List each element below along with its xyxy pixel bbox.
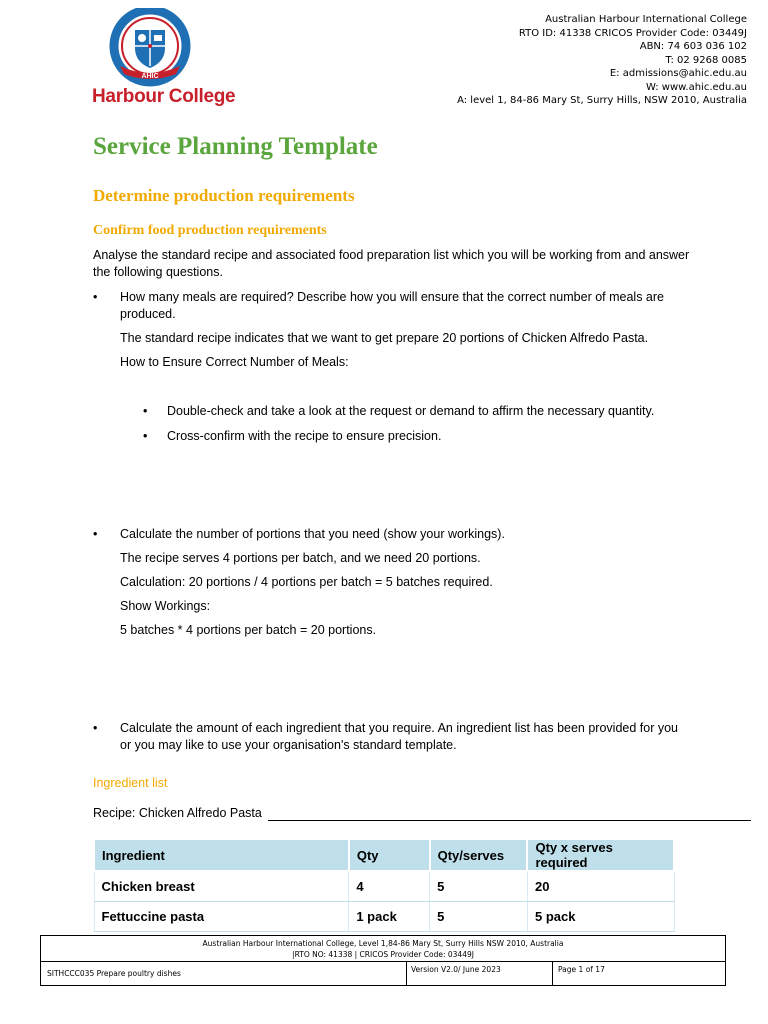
contact-info xyxy=(457,13,747,108)
bullet-icon: • xyxy=(93,527,98,541)
table-row xyxy=(94,901,674,931)
contact-line[interactable]: W: www.ahic.edu.au xyxy=(645,81,747,93)
contact-line: Australian Harbour International College xyxy=(545,14,747,25)
question-text: Calculate the amount of each ingredient that you require. An ingredient list has been provided for you or you may like to use your organisation's standard template. xyxy=(120,721,678,752)
column-header: Qty x serves required xyxy=(527,839,674,871)
table-cell: 4 xyxy=(349,871,430,901)
ingredient-table xyxy=(93,838,675,932)
subsection-heading: Confirm food production requirements xyxy=(93,223,327,238)
table-cell: 5 xyxy=(430,901,528,931)
table-header-row xyxy=(94,839,674,871)
answer-line: Show Workings: xyxy=(120,599,211,613)
contact-line: RTO ID: 41338 CRICOS Provider Code: 03449J xyxy=(518,27,747,39)
logo-badge: AHIC xyxy=(141,73,159,80)
bullet-icon: • xyxy=(143,404,148,418)
table-cell: 1 pack xyxy=(349,901,430,931)
bullet-icon: • xyxy=(93,290,98,304)
table-row xyxy=(94,871,674,901)
question-text: How many meals are required? Describe how you will ensure that the correct number of meals are produced. xyxy=(120,290,664,321)
recipe-underline xyxy=(268,820,751,821)
question-text: Calculate the number of portions that you need (show your workings). xyxy=(120,527,505,541)
sub-bullet-text: Cross-confirm with the recipe to ensure precision. xyxy=(167,429,442,443)
college-crest-icon xyxy=(108,8,192,88)
table-cell: 5 pack xyxy=(527,901,674,931)
footer-address xyxy=(41,936,725,962)
footer-version: Version V2.0/ June 2023 xyxy=(406,962,553,986)
footer-unit: SITHCCC035 Prepare poultry dishes xyxy=(47,969,181,978)
table-cell: Fettuccine pasta xyxy=(94,901,349,931)
answer-line: Calculation: 20 portions / 4 portions per batch = 5 batches required. xyxy=(120,575,493,589)
page-title: Service Planning Template xyxy=(93,133,378,160)
contact-line[interactable]: E: admissions@ahic.edu.au xyxy=(609,68,747,79)
answer-line: 5 batches * 4 portions per batch = 20 portions. xyxy=(120,623,377,637)
table-cell: 5 xyxy=(430,871,528,901)
bullet-icon: • xyxy=(143,429,148,443)
answer-line: How to Ensure Correct Number of Meals: xyxy=(120,355,349,369)
footer-line: Australian Harbour International College, Level 1,84-86 Mary St, Surry Hills NSW 2010, Australia xyxy=(202,939,564,948)
footer-line: |RTO NO: 41338 | CRICOS Provider Code: 03449J xyxy=(292,950,474,959)
bullet-icon: • xyxy=(93,721,98,735)
footer-meta xyxy=(41,962,725,986)
column-header: Ingredient xyxy=(94,839,349,871)
logo-name: Harbour College xyxy=(92,86,236,107)
contact-line: A: level 1, 84-86 Mary St, Surry Hills, NSW 2010, Australia xyxy=(457,95,747,106)
college-logo xyxy=(92,8,236,108)
column-header: Qty xyxy=(349,839,430,871)
sub-bullet-text: Double-check and take a look at the request or demand to affirm the necessary quantity. xyxy=(167,404,655,418)
section-heading: Determine production requirements xyxy=(93,186,355,205)
contact-line: T: 02 9268 0085 xyxy=(665,54,747,66)
footer-page-number: Page 1 of 17 xyxy=(558,965,605,974)
column-header: Qty/serves xyxy=(430,839,528,871)
table-cell: 20 xyxy=(527,871,674,901)
answer-line: The recipe serves 4 portions per batch, and we need 20 portions. xyxy=(120,551,481,565)
answer-line: The standard recipe indicates that we want to get prepare 20 portions of Chicken Alfredo Pasta. xyxy=(120,331,649,345)
table-cell: Chicken breast xyxy=(94,871,349,901)
recipe-label: Recipe: Chicken Alfredo Pasta xyxy=(93,806,262,820)
contact-line: ABN: 74 603 036 102 xyxy=(639,41,747,52)
intro-paragraph: Analyse the standard recipe and associated food preparation list which you will be working from and answer the following questions. xyxy=(93,248,690,279)
page-footer xyxy=(40,935,726,986)
ingredient-list-label: Ingredient list xyxy=(93,776,168,790)
